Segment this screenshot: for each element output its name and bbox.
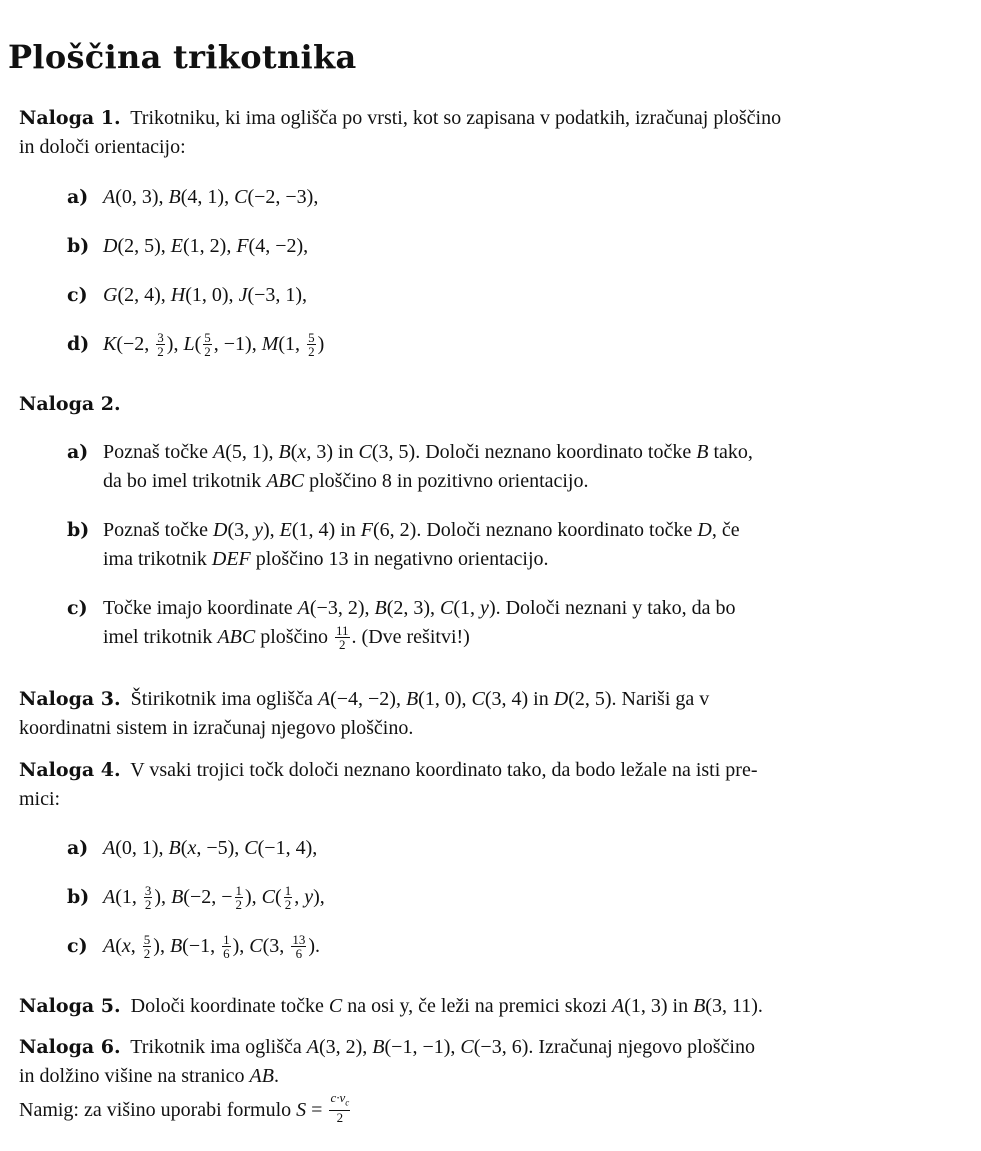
text: Štirikotnik ima oglišča — [130, 688, 318, 710]
fraction — [291, 933, 306, 960]
text: (1, 3) in — [624, 995, 694, 1017]
fraction — [144, 884, 153, 911]
task-1-text-line2: in določi orientacijo: — [19, 136, 186, 158]
denominator: 2 — [157, 343, 164, 359]
text: imel trikotnik — [103, 626, 218, 648]
coords: (3, — [262, 935, 290, 957]
point-name: D — [697, 519, 712, 541]
item-label: a) — [67, 837, 89, 859]
numerator — [329, 1091, 350, 1111]
item-label: c) — [67, 284, 88, 306]
text: (2, 5). Nariši ga v — [568, 688, 710, 710]
denominator: 6 — [223, 945, 230, 961]
denominator: 2 — [336, 1109, 344, 1125]
formula-fraction — [329, 1091, 350, 1124]
coords: ( — [275, 886, 282, 908]
denominator: 2 — [204, 343, 211, 359]
numerator: 5 — [308, 329, 315, 345]
coords: (−1, — [182, 935, 221, 957]
point-name: C — [249, 935, 263, 957]
triangle-name: DEF — [211, 548, 251, 570]
coords: ), — [154, 886, 172, 908]
coords: ), — [313, 886, 325, 908]
triangle-name: ABC — [217, 626, 256, 648]
text: Poznaš točke — [103, 441, 213, 463]
text: (3, 2), — [318, 1036, 373, 1058]
point-name: A — [103, 886, 116, 908]
text: (−4, −2), — [330, 688, 406, 710]
task-1-item-b — [67, 232, 957, 261]
point-name: B — [168, 186, 181, 208]
text: , 3) in — [306, 441, 359, 463]
denominator: 2 — [143, 945, 151, 961]
task-2-label: Naloga 2. — [19, 393, 121, 415]
point-name: C — [328, 995, 343, 1017]
point-name: C — [358, 441, 372, 463]
denominator: 2 — [284, 896, 292, 912]
item-label: b) — [67, 235, 90, 257]
coords: (−3, 1), — [247, 284, 308, 306]
coords: ), — [245, 886, 262, 908]
point-name: D — [212, 519, 228, 541]
fraction — [222, 933, 231, 960]
task-5-label: Naloga 5. — [19, 995, 121, 1017]
coords: (4, −2), — [248, 235, 309, 257]
coords: ). — [308, 935, 320, 957]
point-name: L — [183, 333, 195, 355]
coords: , — [294, 886, 305, 908]
text: ). Določi neznani y tako, da bo — [488, 597, 736, 619]
point-name: A — [103, 935, 116, 957]
point-name: B — [693, 995, 706, 1017]
point-name: A — [103, 186, 116, 208]
text: (6, 2). Določi neznano koordinato točke — [373, 519, 698, 541]
task-2-item-b — [67, 516, 958, 574]
coords: , −5), — [196, 837, 245, 859]
text: tako, — [708, 441, 753, 463]
point-name: B — [696, 441, 709, 463]
text: . — [273, 1065, 279, 1087]
equals: = — [306, 1098, 328, 1121]
denominator: 2 — [235, 896, 242, 912]
text: ploščino 8 in pozitivno orientacijo. — [304, 470, 589, 492]
point-name: J — [238, 284, 248, 306]
point-name: M — [261, 333, 279, 355]
page-title: Ploščina trikotnika — [8, 38, 357, 76]
item-label: d) — [67, 333, 90, 355]
task-2 — [19, 390, 959, 419]
task-1-item-a — [67, 183, 957, 212]
coords: (1, — [278, 333, 306, 355]
coords: ), — [166, 333, 184, 355]
text: (−3, 2), — [309, 597, 375, 619]
text: Določi koordinate točke — [130, 995, 329, 1017]
task-3-label: Naloga 3. — [19, 688, 121, 710]
task-6-label: Naloga 6. — [19, 1036, 121, 1058]
point-name: A — [317, 688, 331, 710]
text: na osi y, če leži na premici skozi — [342, 995, 612, 1017]
coords: (1, — [115, 886, 142, 908]
text: (1, 0), — [418, 688, 472, 710]
point-name: K — [103, 333, 117, 355]
text: ( — [290, 441, 298, 463]
text: (1, — [453, 597, 481, 619]
coords: (0, 1), — [115, 837, 169, 859]
task-4 — [19, 756, 959, 814]
text: Točke imajo koordinate — [103, 597, 298, 619]
coords: (4, 1), — [180, 186, 235, 208]
point-name: B — [405, 688, 419, 710]
point-name: B — [372, 1036, 385, 1058]
task-2-item-c — [67, 594, 958, 652]
point-name: C — [440, 597, 454, 619]
numerator-main: c·v — [330, 1090, 346, 1105]
fraction — [235, 884, 244, 911]
text: (3, — [227, 519, 255, 541]
coords: ), — [232, 935, 250, 957]
numerator: 3 — [144, 882, 152, 898]
coords: (2, 4), — [117, 284, 171, 306]
denominator: 6 — [295, 945, 303, 961]
coords: , — [130, 935, 141, 957]
point-name: A — [306, 1036, 319, 1058]
variable: y — [254, 519, 263, 541]
numerator: 1 — [235, 882, 242, 898]
coords: (−2, − — [183, 886, 233, 908]
task-4-item-b — [67, 883, 957, 912]
numerator: 1 — [284, 882, 292, 898]
text: , če — [711, 519, 740, 541]
text: ploščino — [255, 626, 333, 648]
point-name: B — [171, 886, 184, 908]
task-4-item-a — [67, 834, 957, 863]
text: (−1, −1), — [384, 1036, 461, 1058]
numerator: 11 — [336, 622, 349, 638]
text: (1, 4) in — [291, 519, 361, 541]
fraction — [335, 624, 350, 651]
numerator: 1 — [223, 931, 230, 947]
task-1 — [19, 104, 959, 162]
point-name: H — [170, 284, 186, 306]
coords: ( — [194, 333, 202, 355]
denominator: 2 — [144, 896, 152, 912]
variable: S — [296, 1098, 307, 1121]
point-name: B — [169, 935, 183, 957]
coords: (−2, — [116, 333, 155, 355]
point-name: A — [611, 995, 625, 1017]
fraction — [284, 884, 293, 911]
point-name: F — [360, 519, 373, 541]
numerator: 13 — [292, 931, 306, 947]
point-name: A — [103, 837, 116, 859]
segment-name: AB — [249, 1065, 274, 1087]
coords: , −1), — [213, 333, 262, 355]
task-1-item-d — [67, 330, 957, 359]
text: ), — [263, 519, 280, 541]
variable: x — [297, 441, 307, 463]
text: (3, 4) in — [484, 688, 554, 710]
item-label: b) — [67, 886, 90, 908]
denominator: 2 — [339, 636, 346, 652]
denominator: 2 — [308, 343, 315, 359]
point-name: E — [170, 235, 183, 257]
item-label: c) — [67, 935, 88, 957]
text: (−3, 6). Izračunaj njegovo ploščino — [473, 1036, 755, 1058]
text: (3, 5). Določi neznano koordinato točke — [371, 441, 697, 463]
coords: ( — [180, 837, 188, 859]
item-label: a) — [67, 186, 89, 208]
fraction — [307, 331, 316, 358]
fraction — [143, 933, 152, 960]
hint-text: Namig: za višino uporabi formulo — [19, 1098, 297, 1121]
task-6 — [19, 1033, 959, 1125]
point-name: C — [261, 886, 276, 908]
text: in dolžino višine na stranico — [19, 1065, 250, 1087]
fraction — [156, 331, 165, 358]
task-5 — [19, 992, 959, 1021]
text: (2, 3), — [386, 597, 441, 619]
point-name: B — [278, 441, 291, 463]
text: koordinatni sistem in izračunaj njegovo ploščino. — [19, 717, 414, 739]
numerator: 3 — [157, 329, 164, 345]
triangle-name: ABC — [266, 470, 305, 492]
task-1-label: Naloga 1. — [19, 107, 121, 129]
coords: (0, 3), — [115, 186, 169, 208]
task-1-text-line1: Trikotniku, ki ima oglišča po vrsti, kot so zapisana v podatkih, izračunaj ploščino — [130, 107, 782, 129]
point-name: A — [212, 441, 226, 463]
variable: y — [304, 886, 314, 908]
item-label: b) — [67, 519, 90, 541]
text: da bo imel trikotnik — [103, 470, 267, 492]
item-label: c) — [67, 597, 88, 619]
coords: ( — [115, 935, 122, 957]
text: Trikotnik ima oglišča — [130, 1036, 307, 1058]
point-name: D — [103, 235, 118, 257]
point-name: E — [279, 519, 292, 541]
variable: x — [187, 837, 197, 859]
text: (5, 1), — [225, 441, 279, 463]
fraction — [203, 331, 212, 358]
task-2-item-a — [67, 438, 958, 496]
point-name: C — [234, 186, 248, 208]
text: ploščino 13 in negativno orientacijo. — [250, 548, 549, 570]
coords: (−1, 4), — [257, 837, 318, 859]
point-name: C — [471, 688, 485, 710]
text: ima trikotnik — [103, 548, 212, 570]
numerator-subscript: c — [345, 1097, 350, 1108]
point-name: B — [374, 597, 387, 619]
task-1-item-c — [67, 281, 957, 310]
numerator: 5 — [143, 931, 151, 947]
text: Poznaš točke — [103, 519, 213, 541]
text: mici: — [19, 788, 61, 810]
point-name: C — [244, 837, 258, 859]
task-4-label: Naloga 4. — [19, 759, 121, 781]
text: (3, 11). — [705, 995, 763, 1017]
point-name: G — [103, 284, 118, 306]
item-label: a) — [67, 441, 89, 463]
point-name: C — [460, 1036, 474, 1058]
coords: (−2, −3), — [247, 186, 319, 208]
point-name: B — [168, 837, 181, 859]
coords: ), — [153, 935, 170, 957]
task-4-item-c — [67, 932, 957, 961]
point-name: F — [236, 235, 249, 257]
point-name: D — [553, 688, 569, 710]
variable: x — [121, 935, 131, 957]
task-3 — [19, 685, 959, 743]
text: V vsaki trojici točk določi neznano koordinato tako, da bodo ležale na isti pre- — [130, 759, 758, 781]
point-name: A — [297, 597, 310, 619]
numerator: 5 — [204, 329, 211, 345]
coords: ) — [317, 333, 325, 355]
coords: (2, 5), — [117, 235, 171, 257]
coords: (1, 2), — [183, 235, 237, 257]
coords: (1, 0), — [185, 284, 239, 306]
variable: y — [480, 597, 489, 619]
text: . (Dve rešitvi!) — [351, 626, 470, 648]
